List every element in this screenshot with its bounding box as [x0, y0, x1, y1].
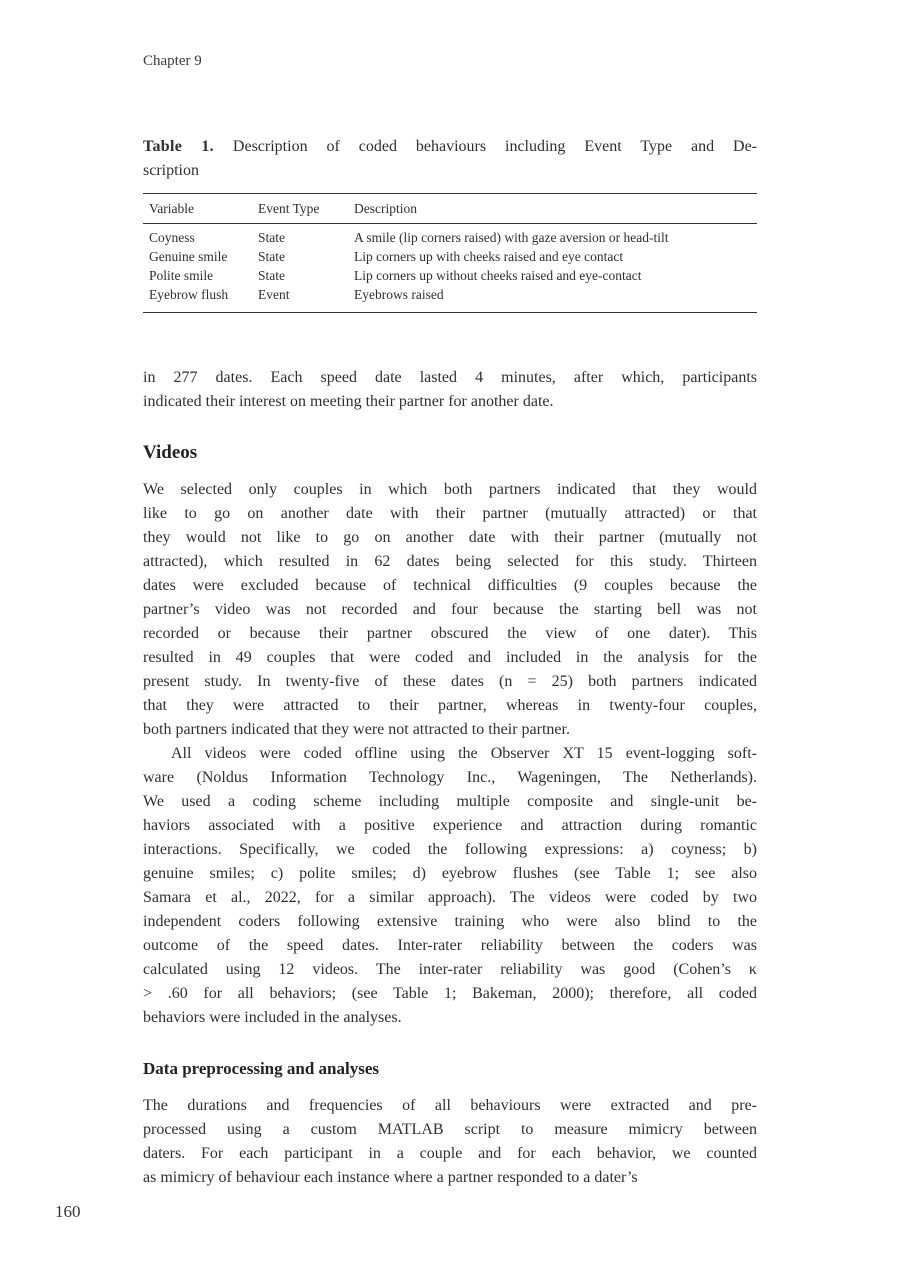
text-line: indicated their interest on meeting their partner for another date. — [143, 393, 554, 410]
table-cell: Coyness — [149, 230, 195, 245]
table-caption-line-2: scription — [143, 162, 199, 179]
page-number: 160 — [55, 1202, 81, 1221]
table-cell: State — [258, 268, 285, 283]
text-line: haviors associated with a positive experience and attraction during romantic — [143, 817, 757, 834]
table-row — [143, 224, 757, 248]
table-cell: State — [258, 230, 285, 245]
running-header: Chapter 9 — [143, 53, 202, 69]
table-header-row — [143, 194, 757, 224]
text-line: as mimicry of behaviour each instance where a partner responded to a dater’s — [143, 1169, 638, 1186]
paragraph — [143, 478, 757, 742]
table-body — [143, 224, 757, 313]
section-heading: Videos — [143, 442, 198, 463]
table-cell: Eyebrow flush — [149, 287, 229, 302]
table-row — [143, 248, 757, 267]
text-line: resulted in 49 couples that were coded and included in the analysis for the — [143, 649, 757, 666]
table-cell: Lip corners up with cheeks raised and eye contact — [354, 249, 624, 264]
text-line: dates were excluded because of technical difficulties (9 couples because the — [143, 577, 757, 594]
text-line: daters. For each participant in a couple and for each behavior, we counted — [143, 1145, 757, 1162]
table-cell: Genuine smile — [149, 249, 228, 264]
text-line: ware (Noldus Information Technology Inc., Wageningen, The Netherlands). — [143, 769, 757, 786]
table-caption — [143, 135, 757, 183]
text-line: Samara et al., 2022, for a similar approach). The videos were coded by two — [143, 889, 757, 906]
text-column — [143, 52, 757, 1190]
table-header — [143, 194, 757, 224]
table-cell: A smile (lip corners raised) with gaze aversion or head-tilt — [354, 230, 669, 245]
text-line: in 277 dates. Each speed date lasted 4 minutes, after which, participants — [143, 369, 757, 386]
text-line: present study. In twenty-five of these dates (n = 25) both partners indicated — [143, 673, 757, 690]
paragraph — [143, 366, 757, 414]
text-line: partner’s video was not recorded and four because the starting bell was not — [143, 601, 757, 618]
table-cell: Polite smile — [149, 268, 214, 283]
text-line: calculated using 12 videos. The inter-rater reliability was good (Cohen’s κ — [143, 961, 757, 978]
table-caption-label: Table 1. — [143, 138, 214, 155]
text-line: interactions. Specifically, we coded the following expressions: a) coyness; b) — [143, 841, 757, 858]
coded-behaviours-table — [143, 193, 757, 313]
text-line: We used a coding scheme including multiple composite and single-unit be- — [143, 793, 757, 810]
text-line: The durations and frequencies of all behaviours were extracted and pre- — [143, 1097, 757, 1114]
text-line: processed using a custom MATLAB script to measure mimicry between — [143, 1121, 757, 1138]
text-line: they would not like to go on another date with their partner (mutually not — [143, 529, 757, 546]
table-header-cell: Variable — [143, 194, 258, 224]
table-cell: Lip corners up without cheeks raised and eye-contact — [354, 268, 642, 283]
text-line: > .60 for all behaviors; (see Table 1; Bakeman, 2000); therefore, all coded — [143, 985, 757, 1002]
table-cell: Event — [258, 287, 290, 302]
text-line: genuine smiles; c) polite smiles; d) eyebrow flushes (see Table 1; see also — [143, 865, 757, 882]
text-line: recorded or because their partner obscured the view of one dater). This — [143, 625, 757, 642]
text-line: that they were attracted to their partner, whereas in twenty-four couples, — [143, 697, 757, 714]
table-cell: Eyebrows raised — [354, 287, 444, 302]
table-row — [143, 267, 757, 286]
text-line: attracted), which resulted in 62 dates being selected for this study. Thirteen — [143, 553, 757, 570]
table-header-cell: Event Type — [258, 194, 354, 224]
page-body — [143, 366, 757, 1190]
text-line: both partners indicated that they were not attracted to their partner. — [143, 721, 570, 738]
text-line: We selected only couples in which both partners indicated that they would — [143, 481, 757, 498]
table-header-cell: Description — [354, 194, 757, 224]
text-line: independent coders following extensive training who were also blind to the — [143, 913, 757, 930]
paragraph — [143, 742, 757, 1030]
text-line: like to go on another date with their partner (mutually attracted) or that — [143, 505, 757, 522]
table-caption-line-1 — [143, 135, 757, 159]
paragraph — [143, 1094, 757, 1190]
text-line: All videos were coded offline using the Observer XT 15 event-logging soft- — [171, 745, 757, 762]
text-line: behaviors were included in the analyses. — [143, 1009, 402, 1026]
table-caption-text: Description of coded behaviours including Event Type and De- — [232, 138, 758, 155]
text-line: outcome of the speed dates. Inter-rater reliability between the coders was — [143, 937, 757, 954]
section-heading: Data preprocessing and analyses — [143, 1059, 379, 1078]
table-cell: State — [258, 249, 285, 264]
table-row — [143, 286, 757, 313]
